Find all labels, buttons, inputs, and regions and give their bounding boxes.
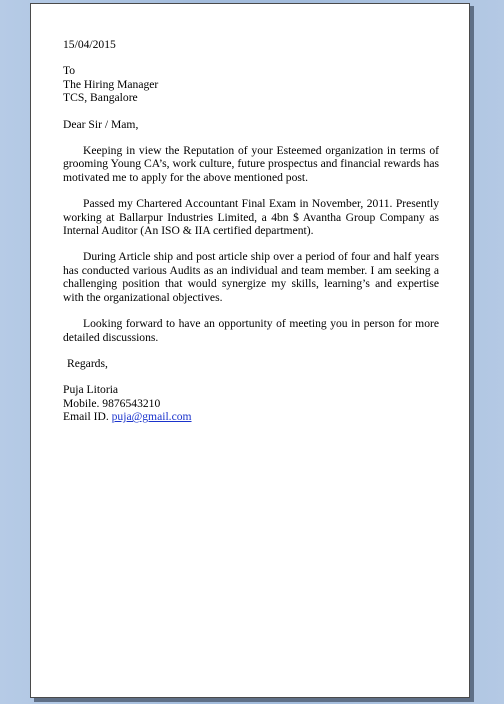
email-link[interactable]: puja@gmail.com	[111, 410, 192, 424]
recipient-line: The Hiring Manager	[63, 77, 159, 91]
salutation: Dear Sir / Mam,	[63, 117, 139, 131]
letter-date: 15/04/2015	[63, 38, 116, 51]
signature-block	[63, 383, 439, 423]
letter-paragraph: During Article ship and post article ship over a period of four and half years has conducted various Audits as an individual and team member. I am seeking a challenging position that would synergize my skills, learning’s and expertise with the organizational objectives.	[63, 250, 439, 304]
signature-email	[63, 410, 439, 423]
recipient-address	[63, 64, 439, 104]
letter-body	[63, 38, 439, 424]
letter-paragraph: Passed my Chartered Accountant Final Exam in November, 2011. Presently working at Ballarpur Industries Limited, a 4bn $ Avantha Group Company as Internal Auditor (An ISO & IIA certified department).	[63, 197, 439, 238]
signature-mobile: Mobile. 9876543210	[63, 396, 161, 410]
signature-name: Puja Litoria	[63, 383, 119, 397]
document-page	[30, 3, 470, 698]
letter-paragraph: Keeping in view the Reputation of your Esteemed organization in terms of grooming Young CA’s, work culture, future prospectus and financial rewards has motivated me to apply for the above mentioned post.	[63, 144, 439, 184]
recipient-line: TCS, Bangalore	[63, 91, 138, 105]
recipient-line: To	[63, 64, 76, 78]
letter-paragraph: Looking forward to have an opportunity of meeting you in person for more detailed discussions.	[63, 317, 439, 344]
closing: Regards,	[67, 356, 108, 370]
email-label: Email ID.	[63, 410, 109, 424]
